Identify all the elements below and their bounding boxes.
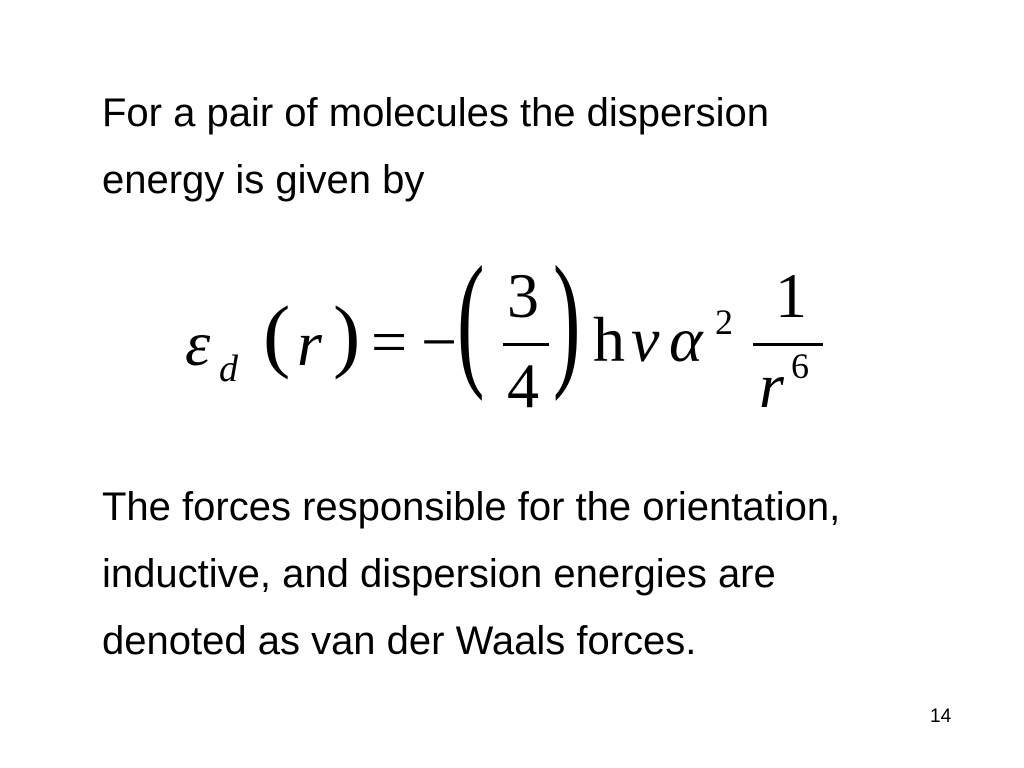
intro-line-1: For a pair of molecules the dispersion [102,91,769,135]
outro-paragraph [102,474,1002,675]
intro-line-2: energy is given by [102,158,425,202]
denominator-r: r [759,350,784,421]
close-paren-r: ) [333,289,361,380]
open-paren-fraction: ( [457,236,485,402]
epsilon-symbol: ε [185,308,211,379]
fraction-bar-1-r6 [753,343,823,346]
outro-line-2: inductive, and dispersion energies are [102,552,776,596]
page-number: 14 [930,706,952,727]
fraction-bar-3-4 [503,343,549,346]
open-paren-r: ( [263,289,291,380]
minus-sign: − [421,306,458,377]
alpha-exponent: 2 [715,302,733,342]
r-exponent: 6 [791,346,809,386]
planck-h: h [593,304,625,375]
denominator-4: 4 [507,350,539,421]
outro-line-3: denoted as van der Waals forces. [102,619,697,663]
dispersion-energy-formula [185,236,825,432]
numerator-1: 1 [775,260,807,331]
numerator-3: 3 [507,260,539,331]
alpha-symbol: α [669,304,703,375]
close-paren-fraction: ) [553,236,581,402]
intro-paragraph [102,80,982,214]
subscript-d: d [219,348,238,390]
variable-r: r [297,308,322,379]
equals-sign: = [371,306,408,377]
nu-symbol: ν [631,304,660,375]
outro-line-1: The forces responsible for the orientation, [102,485,841,529]
